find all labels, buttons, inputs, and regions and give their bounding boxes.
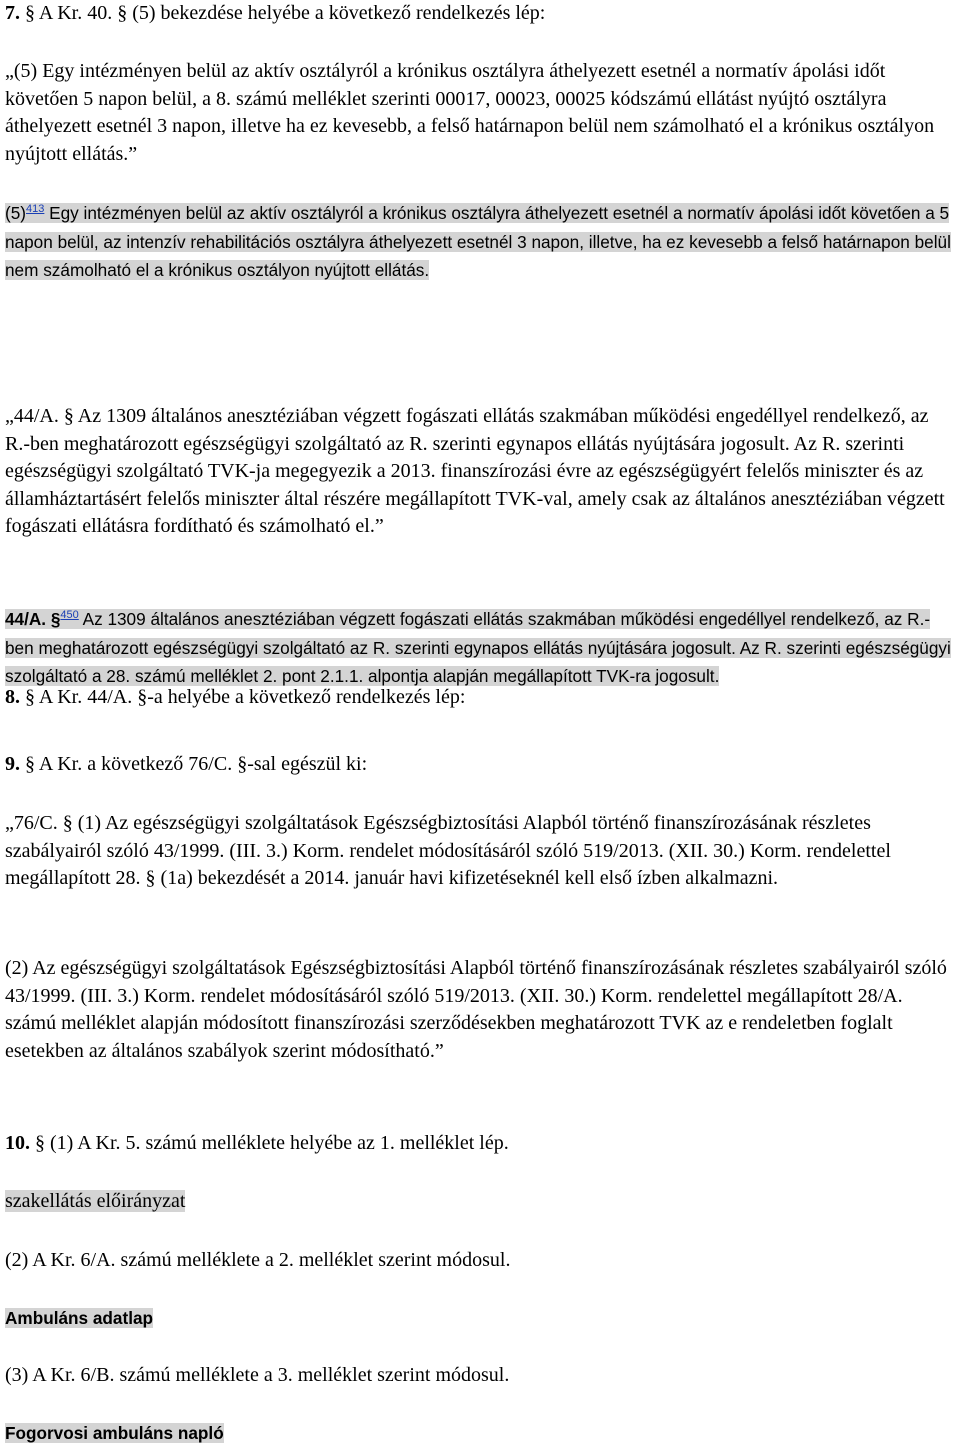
section-heading-text: § (1) A Kr. 5. számú melléklete helyébe az 1. melléklet lép. bbox=[35, 1132, 509, 1154]
paragraph-number: (5) bbox=[5, 203, 27, 223]
section-7-quote: „(5) Egy intézményen belül az aktív osztályról a krónikus osztályra áthelyezett esetnél a normatív ápolási időt követően 5 napon belül, a 8. számú melléklet szerinti 00017, 00023, 00025 kódszámú ellátást nyújtó osztályra áthelyezett esetnél 3 napon, illetve ha ez kevesebb, a felső határnapon belül nem számolható el a krónikus osztályon nyújtott ellátás.” bbox=[5, 60, 935, 165]
section-8-consolidated bbox=[5, 605, 957, 691]
section-heading-text: § A Kr. 40. § (5) bekezdése helyébe a következő rendelkezés lép: bbox=[25, 2, 546, 24]
consolidated-text: Egy intézményen belül az aktív osztályról a krónikus osztályra áthelyezett esetnél a normatív ápolási időt követően a 5 napon belül, az intenzív rehabilitációs osztályra áthelyezett esetnél 3 napon, illetve, ha ez kevesebb a felső határnapon belül nem számolható el a krónikus osztályon nyújtott ellátás. bbox=[5, 203, 951, 280]
annex-label-3 bbox=[5, 1419, 957, 1448]
section-10-line-3: (3) A Kr. 6/B. számú melléklete a 3. melléklet szerint módosul. bbox=[5, 1364, 510, 1386]
consolidated-text: Az 1309 általános anesztéziában végzett fogászati ellátás szakmában működési engedéllyel rendelkező, az R.-ben meghatározott egészségügyi szolgáltató az R. szerinti egynapos ellátás nyújtására jogosult. Az R. szerinti egészségügyi szolgáltató a 28. számú melléklet 2. pont 2.1.1. alpontja alapján megállapított TVK-ra jogosult. bbox=[5, 609, 951, 686]
section-number: 9. bbox=[5, 753, 20, 775]
section-9-paragraph-2: (2) Az egészségügyi szolgáltatások Egészségbiztosítási Alapból történő finanszírozásának részletes szabályairól szóló 43/1999. (III. 3.) Korm. rendelet módosításáról szóló 519/2013. (XII. 30.) Korm. rendelettel megállapított 28/A. számú melléklet alapján módosított finanszírozási szerződésekben meghatározott TVK az e rendeletben foglalt esetekben az általános szabályok szerint módosítható.” bbox=[5, 957, 947, 1062]
annex-label-1 bbox=[5, 1188, 957, 1216]
section-9-paragraph-1: „76/C. § (1) Az egészségügyi szolgáltatások Egészségbiztosítási Alapból történő finanszírozásának részletes szabályairól szóló 43/1999. (III. 3.) Korm. rendelet módosításáról szóló 519/2013. (XII. 30.) Korm. rendelettel megállapított 28. § (1a) bekezdését a 2014. január havi kifizetéseknél kell első ízben alkalmazni. bbox=[5, 812, 891, 889]
section-10-line-2: (2) A Kr. 6/A. számú melléklete a 2. melléklet szerint módosul. bbox=[5, 1249, 511, 1271]
consolidated-highlight bbox=[5, 203, 951, 280]
consolidated-highlight bbox=[5, 609, 951, 686]
annex-label-text: Ambuláns adatlap bbox=[5, 1308, 154, 1328]
section-7-consolidated bbox=[5, 199, 957, 285]
footnote-link-450[interactable]: 450 bbox=[60, 609, 79, 621]
section-heading-text: § A Kr. 44/A. §-a helyébe a következő rendelkezés lép: bbox=[25, 686, 466, 708]
section-7-heading bbox=[5, 0, 957, 28]
annex-label-2 bbox=[5, 1304, 957, 1333]
section-10-heading bbox=[5, 1130, 957, 1158]
annex-label-text: szakellátás előirányzat bbox=[5, 1190, 186, 1212]
section-number: 7. bbox=[5, 2, 20, 24]
paragraph-number: 44/A. § bbox=[5, 609, 61, 629]
footnote-link-413[interactable]: 413 bbox=[26, 203, 45, 215]
section-9-heading bbox=[5, 751, 957, 779]
section-8-quote: „44/A. § Az 1309 általános anesztéziában végzett fogászati ellátás szakmában működési engedéllyel rendelkező, az R.-ben meghatározott egészségügyi szolgáltató az R. szerinti egynapos ellátás nyújtására jogosult. Az R. szerinti egészségügyi szolgáltató TVK-ja megegyezik a 2013. finanszírozási évre az egészségügyért felelős miniszter és az államháztartásért felelős miniszter által részére megállapított TVK-val, amely csak az általános anesztéziában végzett fogászati ellátásra fordítható és számolható el.” bbox=[5, 405, 945, 537]
section-heading-text: § A Kr. a következő 76/C. §-sal egészül ki: bbox=[25, 753, 368, 775]
annex-label-text: Fogorvosi ambuláns napló bbox=[5, 1423, 224, 1443]
section-number: 8. bbox=[5, 686, 20, 708]
section-number: 10. bbox=[5, 1132, 30, 1154]
